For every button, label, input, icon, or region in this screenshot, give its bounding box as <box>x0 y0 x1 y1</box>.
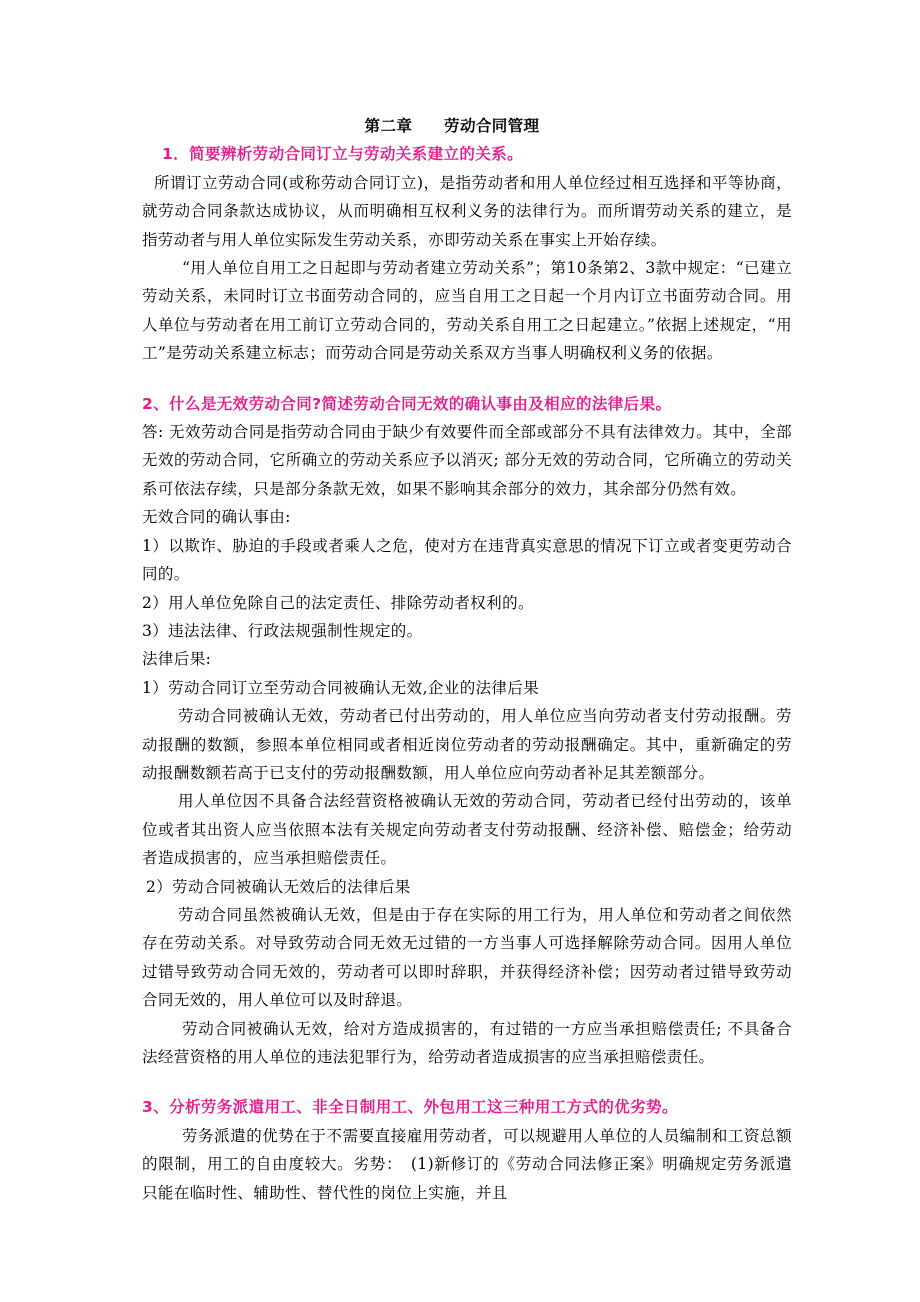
q2-reason-3: 3）违法法律、行政法规强制性规定的。 <box>142 621 423 640</box>
chapter-title: 第二章 劳动合同管理 <box>364 117 540 135</box>
q2-consequence-1-title: 1）劳动合同订立至劳动合同被确认无效,企业的法律后果 <box>142 678 540 697</box>
q2-answer: 答: 无效劳动合同是指劳动合同由于缺少有效要件而全部或部分不具有法律效力。其中，全部无效的劳动合同，它所确立的劳动关系应予以消灭; 部分无效的劳动合同，它所确立的劳动关系可依法存续，只是部分条款无效，如果不影响其余部分的效力，其余部分仍然有效。 <box>142 423 792 498</box>
document-page <box>142 112 792 1207</box>
q2-consequence-2-title: 2）劳动合同被确认无效后的法律后果 <box>146 877 411 896</box>
q2-reason-1: 1）以欺诈、胁迫的手段或者乘人之危，使对方在违背真实意思的情况下订立或者变更劳动合同的。 <box>142 536 792 584</box>
q2-reason-2: 2）用人单位免除自己的法定责任、排除劳动者权利的。 <box>142 593 534 612</box>
question-3-heading: 3、分析劳务派遣用工、非全日制用工、外包用工这三种用工方式的优劣势。 <box>142 1098 678 1117</box>
q2-consequence-2-paragraph-2: 劳动合同被确认无效，给对方造成损害的，有过错的一方应当承担赔偿责任; 不具备合法经营资格的用人单位的违法犯罪行为，给劳动者造成损害的应当承担赔偿责任。 <box>142 1019 792 1066</box>
q2-consequence-2-paragraph-1: 劳动合同虽然被确认无效，但是由于存在实际的用工行为，用人单位和劳动者之间依然存在劳动关系。对导致劳动合同无效无过错的一方当事人可选择解除劳动合同。因用人单位过错导致劳动合同无效的，劳动者可以即时辞职，并获得经济补偿；因劳动者过错导致劳动合同无效的，用人单位可以及时辞退。 <box>142 905 792 1010</box>
q2-consequence-1-paragraph-1: 劳动合同被确认无效，劳动者已付出劳动的，用人单位应当向劳动者支付劳动报酬。劳动报酬的数额，参照本单位相同或者相近岗位劳动者的劳动报酬确定。其中，重新确定的劳动报酬数额若高于已支付的劳动报酬数额，用人单位应向劳动者补足其差额部分。 <box>142 707 792 782</box>
q2-consequence-1-paragraph-2: 用人单位因不具备合法经营资格被确认无效的劳动合同，劳动者已经付出劳动的，该单位或者其出资人应当依照本法有关规定向劳动者支付劳动报酬、经济补偿、赔偿金；给劳动者造成损害的，应当承担赔偿责任。 <box>142 792 792 868</box>
q1-paragraph-1: 所谓订立劳动合同(或称劳动合同订立)，是指劳动者和用人单位经过相互选择和平等协商，就劳动合同条款达成协议，从而明确相互权利义务的法律行为。而所谓劳动关系的建立，是指劳动者与用人单位实际发生劳动关系，亦即劳动关系在事实上开始存续。 <box>142 173 792 249</box>
q3-paragraph-1: 劳务派遣的优势在于不需要直接雇用劳动者，可以规避用人单位的人员编制和工资总额的限制，用工的自由度较大。劣势： (1)新修订的《劳动合同法修正案》明确规定劳务派遣只能在临时性、辅助性、替代性的岗位上实施，并且 <box>142 1126 792 1202</box>
question-2-heading: 2、什么是无效劳动合同?简述劳动合同无效的确认事由及相应的法律后果。 <box>142 394 672 413</box>
q2-reasons-label: 无效合同的确认事由: <box>142 508 291 527</box>
q2-consequences-label: 法律后果: <box>142 650 212 669</box>
q1-paragraph-2: “用人单位自用工之日起即与劳动者建立劳动关系”；第10条第2、3款中规定：“已建立劳动关系，未同时订立书面劳动合同的，应当自用工之日起一个月内订立书面劳动合同。用人单位与劳动者在用工前订立劳动合同的，劳动关系自用工之日起建立。”依据上述规定，“用工”是劳动关系建立标志；而劳动合同是劳动关系双方当事人明确权利义务的依据。 <box>142 259 792 363</box>
question-1-heading: 1．简要辨析劳动合同订立与劳动关系建立的关系。 <box>162 145 523 164</box>
